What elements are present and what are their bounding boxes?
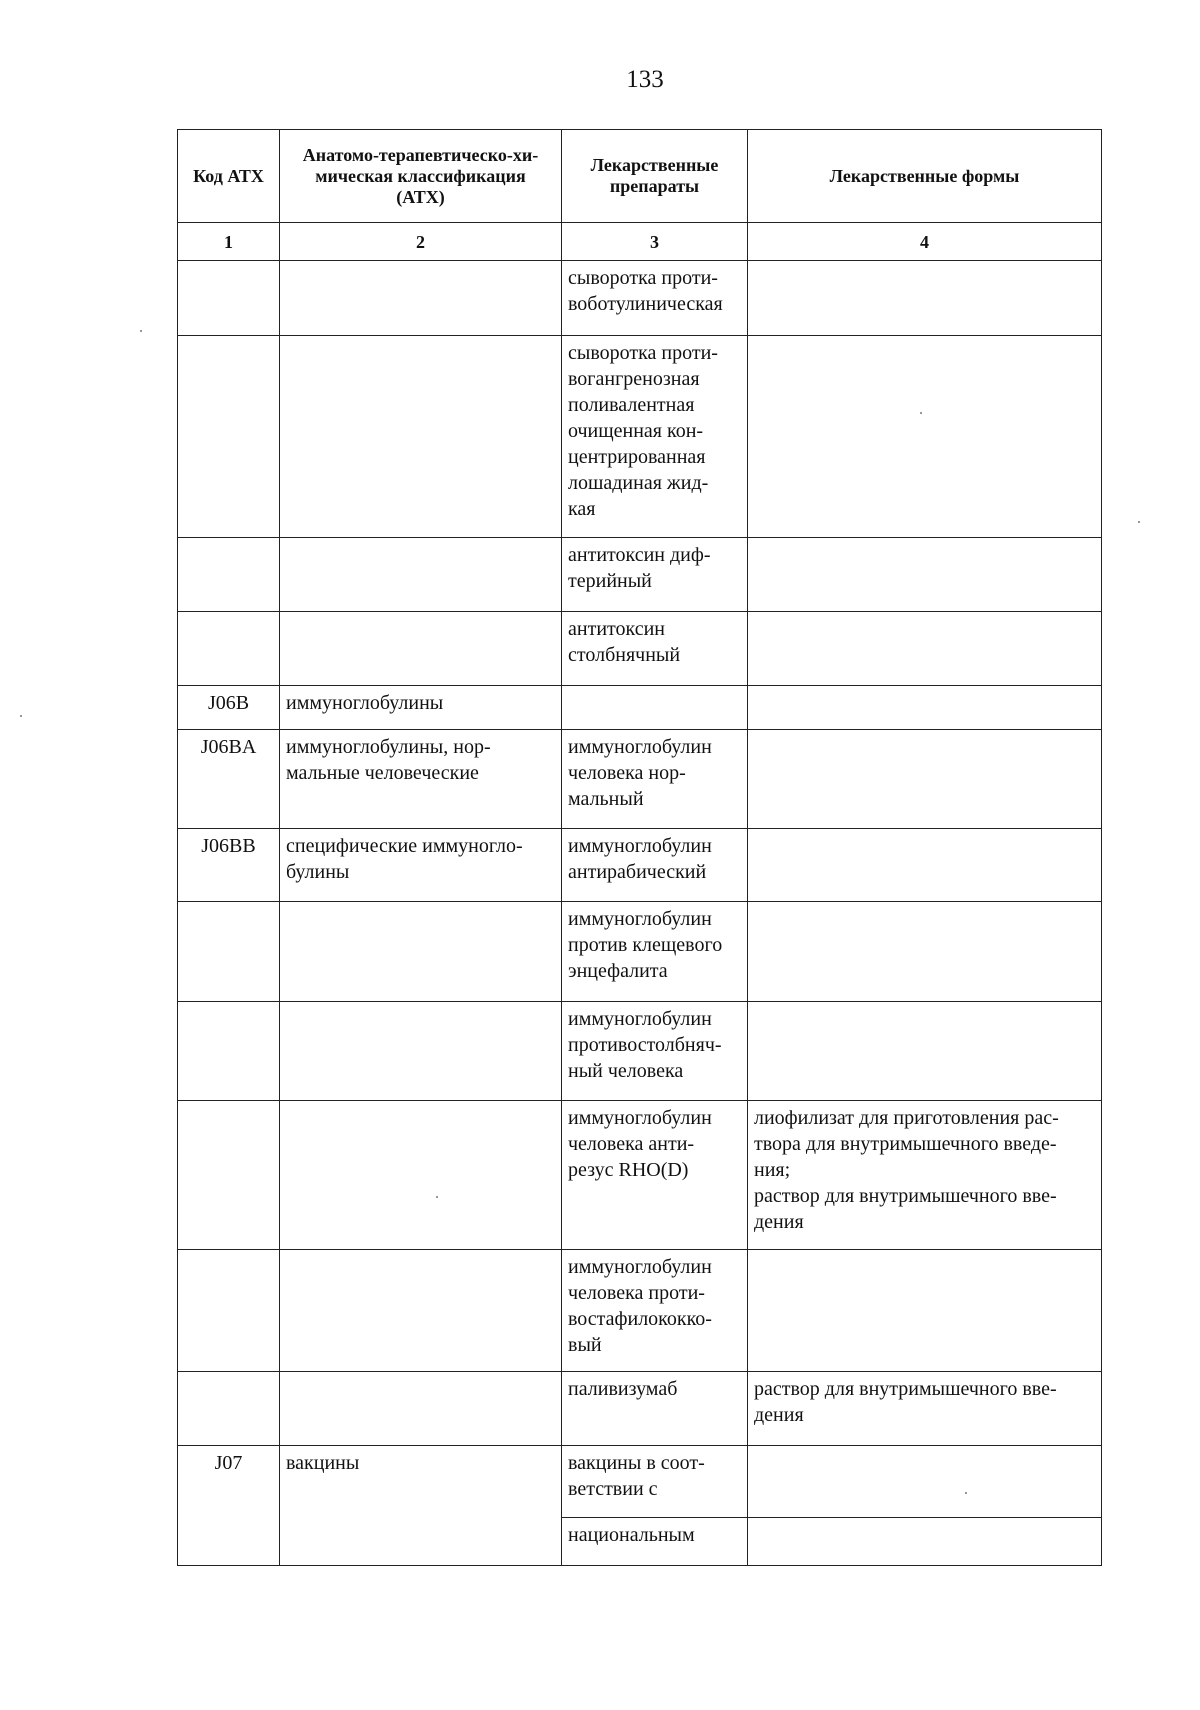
classification-cell: вакцины: [280, 1446, 562, 1566]
page-number: 133: [626, 66, 664, 93]
column-number-row: [178, 223, 1102, 261]
header-classification: [280, 130, 562, 223]
dosage-form-cell: [748, 1446, 1102, 1518]
drug-cell: иммуноглобулин против клещевого энцефалита: [562, 902, 748, 1002]
table-row: [178, 686, 1102, 730]
scan-speck: [965, 1492, 967, 1494]
drug-cell: иммуноглобулин человека анти- резус RHO(D): [562, 1101, 748, 1250]
scan-speck: [920, 412, 922, 414]
atx-code-cell: [178, 538, 280, 612]
drug-cell: антитоксин столбнячный: [562, 612, 748, 686]
table-row: [178, 1446, 1102, 1518]
header-row: [178, 130, 1102, 223]
dosage-form-cell: лиофилизат для приготовления рас- твора для внутримышечного введе- ния; раствор для внутримышечного вве- дения: [748, 1101, 1102, 1250]
atx-code-cell: J06BB: [178, 829, 280, 902]
drug-cell: сыворотка проти- вогангренозная поливалентная очищенная кон- центрированная лошадиная жид- кая: [562, 336, 748, 538]
atx-code-cell: [178, 1372, 280, 1446]
classification-cell: [280, 336, 562, 538]
dosage-form-cell: раствор для внутримышечного вве- дения: [748, 1372, 1102, 1446]
drug-cell: национальным: [562, 1518, 748, 1566]
table-row: [178, 1372, 1102, 1446]
table-row: [178, 1250, 1102, 1372]
classification-cell: [280, 1101, 562, 1250]
table-row: [178, 1002, 1102, 1101]
drug-cell: иммуноглобулин человека проти- востафилококко- вый: [562, 1250, 748, 1372]
atx-code-cell: [178, 1250, 280, 1372]
atx-code-cell: [178, 902, 280, 1002]
atx-code-cell: [178, 336, 280, 538]
dosage-form-cell: [748, 538, 1102, 612]
table-row: [178, 612, 1102, 686]
table-row: [178, 730, 1102, 829]
classification-cell: [280, 902, 562, 1002]
atx-code-cell: [178, 261, 280, 336]
atx-code-cell: J06B: [178, 686, 280, 730]
header-code: [178, 130, 280, 223]
classification-cell: иммуноглобулины: [280, 686, 562, 730]
dosage-form-cell: [748, 829, 1102, 902]
classification-cell: иммуноглобулины, нор- мальные человеческие: [280, 730, 562, 829]
classification-cell: специфические иммуногло- булины: [280, 829, 562, 902]
table-row: [178, 538, 1102, 612]
dosage-form-cell: [748, 261, 1102, 336]
classification-cell: [280, 612, 562, 686]
drug-cell: иммуноглобулин антирабический: [562, 829, 748, 902]
scan-speck: [140, 330, 142, 332]
drug-cell: паливизумаб: [562, 1372, 748, 1446]
header-drugs: [562, 130, 748, 223]
header-drugs-label: Лекарственные препараты: [590, 155, 719, 196]
atx-table: [177, 129, 1102, 1566]
scan-speck: [1138, 521, 1140, 523]
dosage-form-cell: [748, 730, 1102, 829]
classification-cell: [280, 1250, 562, 1372]
table-row: [178, 829, 1102, 902]
drug-cell: вакцины в соот- ветствии с: [562, 1446, 748, 1518]
classification-cell: [280, 1372, 562, 1446]
classification-cell: [280, 538, 562, 612]
header-forms-label: Лекарственные формы: [829, 165, 1020, 186]
table-row: [178, 1101, 1102, 1250]
column-number: 3: [562, 223, 748, 261]
drug-cell: [562, 686, 748, 730]
dosage-form-cell: [748, 336, 1102, 538]
dosage-form-cell: [748, 1250, 1102, 1372]
table-row: [178, 336, 1102, 538]
atx-code-cell: [178, 1101, 280, 1250]
drug-cell: антитоксин диф- терийный: [562, 538, 748, 612]
dosage-form-cell: [748, 902, 1102, 1002]
drug-cell: иммуноглобулин противостолбняч- ный человека: [562, 1002, 748, 1101]
column-number: 1: [178, 223, 280, 261]
atx-code-cell: [178, 1002, 280, 1101]
dosage-form-cell: [748, 1518, 1102, 1566]
header-code-label: Код АТХ: [193, 165, 264, 186]
classification-cell: [280, 261, 562, 336]
scan-speck: [20, 715, 22, 717]
drug-cell: иммуноглобулин человека нор- мальный: [562, 730, 748, 829]
classification-cell: [280, 1002, 562, 1101]
dosage-form-cell: [748, 686, 1102, 730]
table-row: [178, 261, 1102, 336]
atx-code-cell: J07: [178, 1446, 280, 1566]
atx-code-cell: [178, 612, 280, 686]
header-forms: [748, 130, 1102, 223]
column-number: 2: [280, 223, 562, 261]
dosage-form-cell: [748, 1002, 1102, 1101]
dosage-form-cell: [748, 612, 1102, 686]
scan-speck: [436, 1196, 438, 1198]
header-classification-label: Анатомо-терапевтическо-хи- мическая классификация (АТХ): [302, 144, 539, 207]
atx-code-cell: J06BA: [178, 730, 280, 829]
table-row: [178, 902, 1102, 1002]
column-number: 4: [748, 223, 1102, 261]
drug-cell: сыворотка проти- воботулиническая: [562, 261, 748, 336]
